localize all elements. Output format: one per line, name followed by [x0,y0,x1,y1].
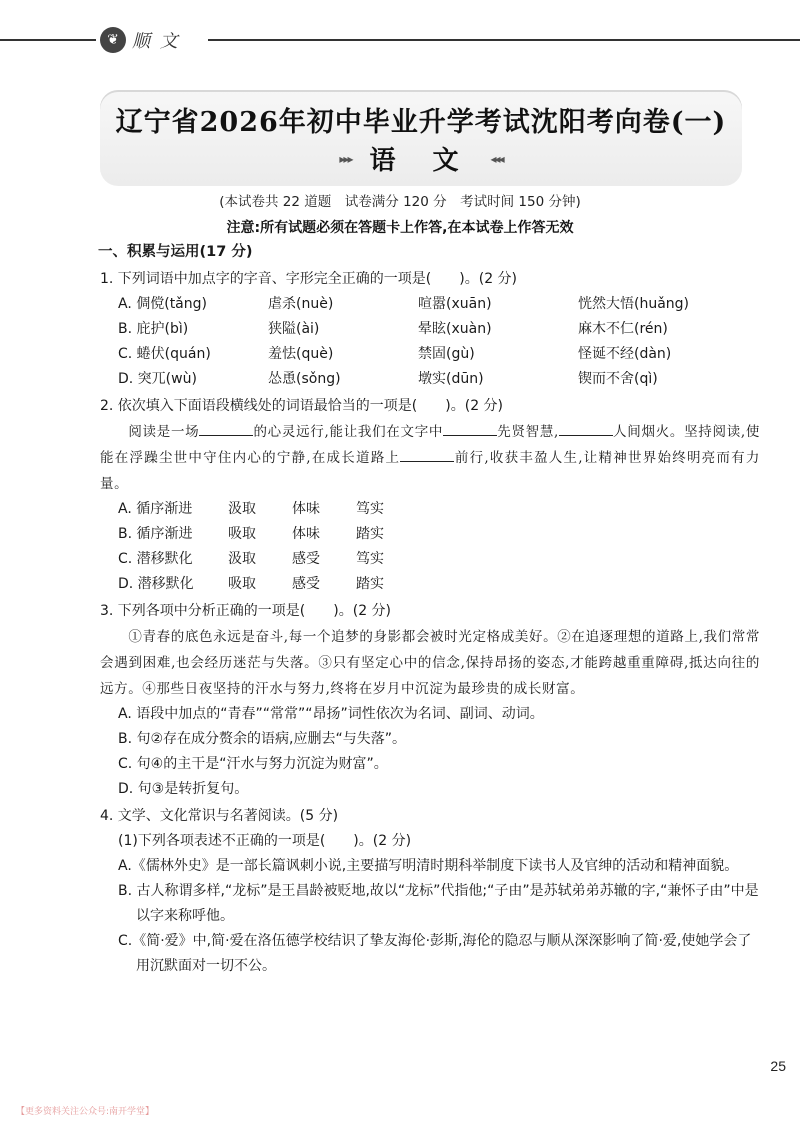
fill-blank[interactable] [443,421,497,436]
fill-blank[interactable] [199,421,253,436]
option-cell: D. 突兀(wù) [118,371,197,387]
option-cell: 汲取 [228,501,256,517]
option-cell: 体味 [292,501,320,517]
option-cell: 踏实 [356,526,384,542]
option-cell: A. 倜傥(tǎng) [118,296,207,312]
exam-info: (本试卷共 22 道题 试卷满分 120 分 考试时间 150 分钟) [219,194,581,210]
option-cell: 怂恿(sǒng) [268,371,341,387]
reading-passage: ①青春的底色永远是奋斗,每一个追梦的身影都会被时光定格成美好。②在追逐理想的道路上,我们常常会遇到困难,也会经历迷茫与失落。③只有坚定心中的信念,保持昂扬的姿态,才能跨越重重障碍,抵达向往的远方。④那些日夜坚持的汗水与努力,终将在岁月中沉淀为最珍贵的成长财富。 [100,629,760,697]
option-row [100,572,760,597]
brand-logo [96,24,208,56]
option-cell: B. 庇护(bì) [118,321,189,337]
passage-text: 人间 [612,424,642,440]
question-4 [100,804,760,979]
arrow-right-decoration-icon: ▸▸▸ [339,151,352,166]
question-content [100,240,760,979]
option-cell: 笃实 [356,501,384,517]
option-cell: 踏实 [356,576,384,592]
fill-blank[interactable] [559,421,613,436]
option-cell: 晕眩(xuàn) [418,321,492,337]
title-box [100,90,742,186]
question-stem: 4. 文学、文化常识与名著阅读。(5 分) [100,808,339,824]
option-line: B. 句②存在成分赘余的语病,应删去“与失落”。 [118,731,407,747]
option-cell: B. 循序渐进 [118,526,193,542]
sub-question: (1)下列各项表述不正确的一项是( )。(2 分) [118,833,412,849]
option-cell: 墩实(dūn) [418,371,484,387]
question-2 [100,394,760,597]
option-row [100,342,760,367]
option-cell: 羞怯(què) [268,346,334,362]
question-1 [100,267,760,392]
option-line: C. 句④的主干是“汗水与努力沉淀为财富”。 [118,756,388,772]
option-cell: 笃实 [356,551,384,567]
option-cell: C. 蜷伏(quán) [118,346,211,362]
option-row [100,547,760,572]
option-row [100,367,760,392]
brand-text: 顺 文 [132,31,180,52]
passage-text: 先贤智慧, [497,424,559,440]
top-header [0,22,800,58]
question-3 [100,599,760,802]
option-cell: 吸取 [228,526,256,542]
option-line: D. 句③是转折复句。 [118,781,249,797]
footer-note: 【更多资料关注公众号:南开学堂】 [16,1107,155,1117]
option-cell: 麻木不仁(rén) [578,321,668,337]
fill-blank[interactable] [400,447,454,462]
passage-text: 的心灵远行,能让我们在文字中 [253,424,444,440]
option-cell: 恍然大悟(huǎng) [578,296,690,312]
question-stem: 1. 下列词语中加点字的字音、字形完全正确的一项是( )。(2 分) [100,271,518,287]
option-cell: 狭隘(ài) [268,321,320,337]
section-heading: 一、积累与运用(17 分) [98,244,253,260]
option-cell: C. 潜移默化 [118,551,193,567]
option-cell: 汲取 [228,551,256,567]
option-cell: 禁固(gù) [418,346,475,362]
option-cell: 吸取 [228,576,256,592]
page-title: 辽宁省2026年初中毕业升学考试沈阳考向卷(一) [115,107,727,138]
book-circle-icon: ❦ [100,27,126,53]
option-row [100,292,760,317]
option-cell: 虐杀(nuè) [268,296,334,312]
passage-text: 阅读是一场 [128,424,200,440]
option-cell: 体味 [292,526,320,542]
page-number: 25 [770,1058,786,1074]
subject-title: 语 文 [369,146,473,176]
option-line: A. 语段中加点的“青春”“常常”“昂扬”词性依次为名词、副词、动词。 [118,706,544,722]
option-cell: D. 潜移默化 [118,576,194,592]
option-line: A.《儒林外史》是一部长篇讽刺小说,主要描写明清时期科举制度下读书人及官绅的活动和精神面貌。 [118,858,739,874]
passage-text: 烟火。坚持阅读,使能在浮躁尘世中守住内心的宁静,在成长道路上 [100,424,760,466]
option-row [100,317,760,342]
option-cell: 怪诞不经(dàn) [578,346,672,362]
subject-row [100,140,742,177]
option-cell: 感受 [292,551,320,567]
option-cell: 感受 [292,576,320,592]
reading-passage [100,419,760,497]
option-cell: A. 循序渐进 [118,501,193,517]
question-stem: 3. 下列各项中分析正确的一项是( )。(2 分) [100,603,392,619]
option-row [100,497,760,522]
passage-text: 前行,收获丰盈人生,让精神世界始终明亮而有力量。 [100,450,760,492]
option-row [100,522,760,547]
option-cell: 喧嚣(xuān) [418,296,492,312]
option-cell: 锲而不舍(qì) [578,371,658,387]
option-line: C.《简·爱》中,简·爱在洛伍德学校结识了挚友海伦·彭斯,海伦的隐忍与顺从深深影响了简·爱,使她学会了用沉默面对一切不公。 [118,933,752,974]
exam-notice: 注意:所有试题必须在答题卡上作答,在本试卷上作答无效 [226,220,574,236]
option-line: B. 古人称谓多样,“龙标”是王昌龄被贬地,故以“龙标”代指他;“子由”是苏轼弟弟苏辙的字,“兼怀子由”中是以字来称呼他。 [118,883,759,924]
question-stem: 2. 依次填入下面语段横线处的词语最恰当的一项是( )。(2 分) [100,398,504,414]
arrow-left-decoration-icon: ◂◂◂ [490,151,503,166]
